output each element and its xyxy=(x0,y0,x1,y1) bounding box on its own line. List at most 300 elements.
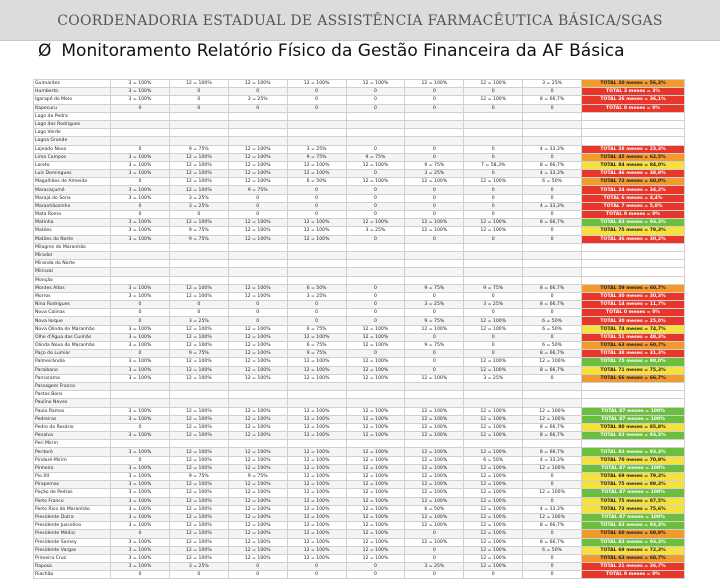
table-row xyxy=(34,227,685,235)
municipality-name: Paço do Lumiar xyxy=(34,350,111,358)
total-cell: TOTAL 87 meses = 100% xyxy=(582,513,685,521)
period-cell: 4 = 33,3% xyxy=(523,145,582,153)
period-cell xyxy=(405,112,464,120)
table-row xyxy=(34,432,685,440)
period-cell: 12 = 100% xyxy=(228,505,287,513)
period-cell: 12 = 100% xyxy=(228,284,287,292)
period-cell: 12 = 100% xyxy=(346,358,405,366)
period-cell: 3 = 100% xyxy=(111,505,170,513)
period-cell: 12 = 100% xyxy=(464,80,523,88)
table-row xyxy=(34,464,685,472)
period-cell xyxy=(346,440,405,448)
period-cell: 12 = 100% xyxy=(405,374,464,382)
total-cell: TOTAL 72 meses = 60,0% xyxy=(582,178,685,186)
period-cell: 12 = 100% xyxy=(346,530,405,538)
period-cell: 8 = 66,7% xyxy=(523,522,582,530)
table-row xyxy=(34,145,685,153)
total-cell: TOTAL 69 meses = 79,3% xyxy=(582,473,685,481)
period-cell: 12 = 100% xyxy=(464,423,523,431)
table-row xyxy=(34,333,685,341)
period-cell: 3 = 100% xyxy=(111,522,170,530)
period-cell: 12 = 100% xyxy=(228,161,287,169)
period-cell: 12 = 100% xyxy=(464,497,523,505)
period-cell xyxy=(287,382,346,390)
table-row xyxy=(34,505,685,513)
period-cell: 12 = 100% xyxy=(464,407,523,415)
period-cell: 12 = 100% xyxy=(287,489,346,497)
table-row xyxy=(34,350,685,358)
period-cell xyxy=(287,112,346,120)
period-cell: 12 = 100% xyxy=(464,513,523,521)
period-cell xyxy=(228,440,287,448)
period-cell xyxy=(405,137,464,145)
table-row xyxy=(34,202,685,210)
period-cell: 0 xyxy=(405,186,464,194)
period-cell: 3 = 100% xyxy=(111,292,170,300)
total-cell xyxy=(582,112,685,120)
period-cell: 3 = 25% xyxy=(287,292,346,300)
period-cell xyxy=(169,268,228,276)
period-cell xyxy=(346,399,405,407)
period-cell: 8 = 66,7% xyxy=(523,423,582,431)
table-row xyxy=(34,382,685,390)
period-cell: 12 = 100% xyxy=(405,489,464,497)
period-cell: 0 xyxy=(287,317,346,325)
period-cell xyxy=(464,440,523,448)
period-cell: 0 xyxy=(346,284,405,292)
period-cell: 12 = 100% xyxy=(228,432,287,440)
period-cell: 12 = 100% xyxy=(405,415,464,423)
municipality-name: Presidente Médici xyxy=(34,530,111,538)
period-cell xyxy=(111,440,170,448)
period-cell: 12 = 100% xyxy=(169,342,228,350)
period-cell: 0 xyxy=(464,292,523,300)
period-cell: 0 xyxy=(464,350,523,358)
municipality-name: Matinha xyxy=(34,219,111,227)
period-cell: 0 xyxy=(111,309,170,317)
municipality-name: Igarapé do Meio xyxy=(34,96,111,104)
table-row xyxy=(34,301,685,309)
period-cell: 3 = 25% xyxy=(169,317,228,325)
period-cell: 8 = 66,7% xyxy=(523,96,582,104)
period-cell: 12 = 100% xyxy=(405,325,464,333)
table-row xyxy=(34,391,685,399)
period-cell: 12 = 100% xyxy=(228,546,287,554)
period-cell: 3 = 25% xyxy=(405,563,464,571)
period-cell xyxy=(111,129,170,137)
header-bar xyxy=(0,0,720,41)
total-cell xyxy=(582,276,685,284)
period-cell: 0 xyxy=(111,178,170,186)
period-cell: 12 = 100% xyxy=(346,80,405,88)
municipality-name: Guimarães xyxy=(34,80,111,88)
period-cell: 3 = 25% xyxy=(346,227,405,235)
period-cell xyxy=(523,112,582,120)
total-cell: TOTAL 83 meses = 93,3% xyxy=(582,538,685,546)
municipality-name: Lago da Pedra xyxy=(34,112,111,120)
total-cell: TOTAL 6 meses = 4,4% xyxy=(582,194,685,202)
period-cell xyxy=(228,276,287,284)
period-cell xyxy=(228,382,287,390)
period-cell: 0 xyxy=(346,563,405,571)
total-cell: TOTAL 7 meses = 5,8% xyxy=(582,202,685,210)
municipality-name: Presidente Dutra xyxy=(34,513,111,521)
table-row xyxy=(34,112,685,120)
period-cell: 8 = 66,7% xyxy=(523,161,582,169)
period-cell: 3 = 100% xyxy=(111,481,170,489)
period-cell xyxy=(464,112,523,120)
period-cell xyxy=(405,382,464,390)
period-cell: 3 = 25% xyxy=(228,96,287,104)
table-row xyxy=(34,325,685,333)
municipality-name: Olinda Nova do Maranhão xyxy=(34,342,111,350)
period-cell xyxy=(405,268,464,276)
period-cell xyxy=(405,276,464,284)
table-row xyxy=(34,80,685,88)
period-cell: 6 = 50% xyxy=(287,178,346,186)
period-cell: 0 xyxy=(346,194,405,202)
period-cell: 0 xyxy=(111,145,170,153)
period-cell: 12 = 100% xyxy=(169,448,228,456)
period-cell: 12 = 100% xyxy=(346,513,405,521)
period-cell: 6 = 75% xyxy=(287,342,346,350)
period-cell: 12 = 100% xyxy=(346,407,405,415)
table-row xyxy=(34,571,685,579)
period-cell xyxy=(111,399,170,407)
period-cell: 0 xyxy=(405,96,464,104)
period-cell: 3 = 100% xyxy=(111,219,170,227)
total-cell: TOTAL 51 meses = 48,3% xyxy=(582,333,685,341)
period-cell xyxy=(111,391,170,399)
period-cell: 0 xyxy=(464,571,523,579)
period-cell xyxy=(287,268,346,276)
period-cell: 12 = 100% xyxy=(228,366,287,374)
period-cell: 12 = 100% xyxy=(228,219,287,227)
period-cell: 0 xyxy=(405,530,464,538)
period-cell: 3 = 100% xyxy=(111,448,170,456)
period-cell: 3 = 100% xyxy=(111,358,170,366)
period-cell: 12 = 100% xyxy=(464,178,523,186)
period-cell: 12 = 100% xyxy=(464,563,523,571)
period-cell: 12 = 100% xyxy=(464,432,523,440)
period-cell xyxy=(346,243,405,251)
period-cell: 0 xyxy=(405,309,464,317)
period-cell xyxy=(523,260,582,268)
slide-title-text: Monitoramento Relatório Físico da Gestão Financeira da AF Básica xyxy=(61,41,625,61)
period-cell: 0 xyxy=(169,96,228,104)
period-cell: 12 = 100% xyxy=(405,464,464,472)
period-cell: 3 = 100% xyxy=(111,96,170,104)
municipality-name: Luís Domingues xyxy=(34,170,111,178)
period-cell xyxy=(228,129,287,137)
total-cell: TOTAL 59 meses = 60,7% xyxy=(582,284,685,292)
municipality-name: Riachão xyxy=(34,571,111,579)
period-cell: 0 xyxy=(228,211,287,219)
period-cell xyxy=(228,260,287,268)
period-cell: 12 = 100% xyxy=(405,407,464,415)
period-cell xyxy=(169,129,228,137)
period-cell: 0 xyxy=(464,309,523,317)
period-cell xyxy=(111,251,170,259)
period-cell xyxy=(228,137,287,145)
period-cell: 12 = 100% xyxy=(169,456,228,464)
period-cell: 12 = 100% xyxy=(287,473,346,481)
period-cell: 0 xyxy=(464,153,523,161)
period-cell: 8 = 66,7% xyxy=(523,284,582,292)
period-cell: 8 = 66,7% xyxy=(523,432,582,440)
total-cell xyxy=(582,440,685,448)
period-cell: 0 xyxy=(287,309,346,317)
period-cell: 0 xyxy=(287,202,346,210)
period-cell: 0 xyxy=(111,456,170,464)
period-cell xyxy=(228,243,287,251)
period-cell: 9 = 75% xyxy=(169,473,228,481)
total-cell: TOTAL 63 meses = 68,7% xyxy=(582,554,685,562)
period-cell: 6 = 50% xyxy=(523,317,582,325)
period-cell: 0 xyxy=(228,202,287,210)
table-row xyxy=(34,219,685,227)
total-cell: TOTAL 0 meses = 0% xyxy=(582,211,685,219)
period-cell: 12 = 100% xyxy=(228,497,287,505)
table-row xyxy=(34,440,685,448)
period-cell: 12 = 100% xyxy=(169,292,228,300)
period-cell: 0 xyxy=(405,546,464,554)
period-cell: 8 = 66,7% xyxy=(523,448,582,456)
period-cell: 0 xyxy=(287,88,346,96)
period-cell: 0 xyxy=(405,104,464,112)
table-row xyxy=(34,284,685,292)
table-row xyxy=(34,88,685,96)
period-cell: 12 = 100% xyxy=(169,505,228,513)
municipality-name: Loreto xyxy=(34,161,111,169)
period-cell: 3 = 100% xyxy=(111,563,170,571)
period-cell: 12 = 100% xyxy=(169,415,228,423)
period-cell: 0 xyxy=(346,350,405,358)
period-cell xyxy=(228,251,287,259)
municipality-name: Magalhães de Almeida xyxy=(34,178,111,186)
total-cell xyxy=(582,251,685,259)
municipality-name: Pio XII xyxy=(34,473,111,481)
period-cell xyxy=(523,251,582,259)
period-cell: 12 = 100% xyxy=(346,473,405,481)
period-cell: 12 = 100% xyxy=(287,374,346,382)
period-cell: 12 = 100% xyxy=(464,522,523,530)
total-cell: TOTAL 14 meses = 11,7% xyxy=(582,301,685,309)
period-cell: 3 = 100% xyxy=(111,546,170,554)
period-cell: 0 xyxy=(169,88,228,96)
period-cell xyxy=(287,120,346,128)
municipality-name: Palmeirândia xyxy=(34,358,111,366)
period-cell: 6 = 50% xyxy=(287,284,346,292)
table-row xyxy=(34,522,685,530)
municipality-name: Pedreiras xyxy=(34,415,111,423)
municipality-name: Parnarama xyxy=(34,374,111,382)
period-cell: 6 = 50% xyxy=(464,456,523,464)
period-cell: 0 xyxy=(523,104,582,112)
period-cell: 12 = 100% xyxy=(228,423,287,431)
period-cell: 9 = 75% xyxy=(228,186,287,194)
period-cell: 0 xyxy=(464,202,523,210)
municipality-name: Morros xyxy=(34,292,111,300)
period-cell: 0 xyxy=(346,235,405,243)
table-row xyxy=(34,563,685,571)
period-cell: 0 xyxy=(523,153,582,161)
period-cell: 12 = 100% xyxy=(228,530,287,538)
period-cell xyxy=(346,268,405,276)
period-cell: 12 = 100% xyxy=(287,432,346,440)
municipality-name: Lima Campos xyxy=(34,153,111,161)
period-cell: 12 = 100% xyxy=(346,325,405,333)
municipality-name: Pedro do Rosário xyxy=(34,423,111,431)
period-cell xyxy=(464,276,523,284)
period-cell: 12 = 100% xyxy=(169,358,228,366)
total-cell: TOTAL 87 meses = 100% xyxy=(582,407,685,415)
period-cell: 9 = 75% xyxy=(405,342,464,350)
period-cell: 9 = 75% xyxy=(346,153,405,161)
table-row xyxy=(34,211,685,219)
period-cell: 0 xyxy=(111,202,170,210)
period-cell: 12 = 100% xyxy=(287,505,346,513)
period-cell: 0 xyxy=(169,104,228,112)
period-cell: 12 = 100% xyxy=(287,235,346,243)
period-cell xyxy=(228,391,287,399)
period-cell: 12 = 100% xyxy=(287,80,346,88)
period-cell: 0 xyxy=(523,292,582,300)
total-cell: TOTAL 87 meses = 100% xyxy=(582,415,685,423)
period-cell xyxy=(169,391,228,399)
period-cell: 0 xyxy=(228,194,287,202)
period-cell: 0 xyxy=(346,186,405,194)
period-cell: 6 = 50% xyxy=(523,325,582,333)
period-cell: 3 = 100% xyxy=(111,432,170,440)
period-cell: 12 = 100% xyxy=(169,153,228,161)
period-cell: 3 = 100% xyxy=(111,473,170,481)
municipality-name: Lago Verde xyxy=(34,129,111,137)
period-cell xyxy=(287,260,346,268)
period-cell: 0 xyxy=(287,186,346,194)
period-cell: 12 = 100% xyxy=(169,513,228,521)
period-cell: 9 = 75% xyxy=(405,161,464,169)
period-cell: 4 = 33,3% xyxy=(523,202,582,210)
total-cell xyxy=(582,268,685,276)
period-cell xyxy=(346,129,405,137)
period-cell: 0 xyxy=(523,571,582,579)
period-cell: 12 = 100% xyxy=(464,554,523,562)
period-cell: 6 = 50% xyxy=(523,546,582,554)
period-cell: 3 = 100% xyxy=(111,513,170,521)
period-cell: 12 = 100% xyxy=(464,464,523,472)
period-cell: 12 = 100% xyxy=(169,170,228,178)
period-cell: 0 xyxy=(228,563,287,571)
total-cell xyxy=(582,243,685,251)
period-cell: 12 = 100% xyxy=(464,358,523,366)
total-cell: TOTAL 30 meses = 25,0% xyxy=(582,317,685,325)
period-cell: 0 xyxy=(523,530,582,538)
period-cell: 12 = 100% xyxy=(169,464,228,472)
total-cell: TOTAL 38 meses = 31,3% xyxy=(582,350,685,358)
period-cell: 12 = 100% xyxy=(464,530,523,538)
org-title: COORDENADORIA ESTADUAL DE ASSISTÊNCIA FARMACÊUTICA BÁSICA/SGAS xyxy=(57,13,663,29)
total-cell: TOTAL 69 meses = 72,3% xyxy=(582,546,685,554)
period-cell: 0 xyxy=(523,309,582,317)
period-cell: 12 = 100% xyxy=(346,538,405,546)
municipality-name: Raposa xyxy=(34,563,111,571)
period-cell xyxy=(111,112,170,120)
period-cell: 0 xyxy=(464,194,523,202)
municipality-name: Passagem Franca xyxy=(34,382,111,390)
period-cell xyxy=(464,268,523,276)
municipality-name: Mata Roma xyxy=(34,211,111,219)
table-row xyxy=(34,342,685,350)
total-cell: TOTAL 60 meses = 69,9% xyxy=(582,530,685,538)
period-cell xyxy=(169,112,228,120)
period-cell: 12 = 100% xyxy=(169,284,228,292)
period-cell: 0 xyxy=(464,235,523,243)
period-cell xyxy=(346,137,405,145)
period-cell: 3 = 100% xyxy=(111,235,170,243)
period-cell: 0 xyxy=(405,235,464,243)
municipality-name: Montes Altos xyxy=(34,284,111,292)
period-cell: 8 = 66,7% xyxy=(523,301,582,309)
period-cell: 6 = 50% xyxy=(523,178,582,186)
total-cell: TOTAL 83 meses = 93,3% xyxy=(582,522,685,530)
period-cell: 12 = 100% xyxy=(169,546,228,554)
table-row xyxy=(34,415,685,423)
municipality-name: Lajeado Novo xyxy=(34,145,111,153)
period-cell: 3 = 100% xyxy=(111,366,170,374)
total-cell: TOTAL 24 meses = 34,2% xyxy=(582,186,685,194)
municipality-name: Presidente Sarney xyxy=(34,538,111,546)
table-row xyxy=(34,489,685,497)
period-cell: 12 = 100% xyxy=(464,538,523,546)
period-cell: 12 = 100% xyxy=(346,415,405,423)
period-cell: 12 = 100% xyxy=(346,464,405,472)
total-cell: TOTAL 73 meses = 75,6% xyxy=(582,505,685,513)
period-cell: 12 = 100% xyxy=(464,325,523,333)
period-cell: 3 = 100% xyxy=(111,194,170,202)
municipality-name: Nova Iorque xyxy=(34,317,111,325)
period-cell: 12 = 100% xyxy=(346,374,405,382)
municipality-name: Pirapemas xyxy=(34,481,111,489)
total-cell: TOTAL 20 meses = 56,3% xyxy=(582,80,685,88)
period-cell: 12 = 100% xyxy=(287,407,346,415)
period-cell: 0 xyxy=(111,530,170,538)
period-cell: 12 = 100% xyxy=(405,513,464,521)
municipality-name: Pinheiro xyxy=(34,464,111,472)
period-cell: 0 xyxy=(287,301,346,309)
period-cell: 12 = 100% xyxy=(169,554,228,562)
total-cell: TOTAL 75 meses = 87,5% xyxy=(582,497,685,505)
municipality-name: Nina Rodrigues xyxy=(34,301,111,309)
period-cell: 12 = 100% xyxy=(405,178,464,186)
period-cell: 12 = 100% xyxy=(287,161,346,169)
table-row xyxy=(34,481,685,489)
period-cell: 0 xyxy=(169,309,228,317)
period-cell: 3 = 100% xyxy=(111,497,170,505)
total-cell: TOTAL 70 meses = 70,9% xyxy=(582,456,685,464)
period-cell: 0 xyxy=(346,317,405,325)
period-cell: 12 = 100% xyxy=(405,538,464,546)
table-row xyxy=(34,513,685,521)
period-cell: 12 = 100% xyxy=(523,464,582,472)
period-cell: 0 xyxy=(346,301,405,309)
period-cell xyxy=(169,440,228,448)
period-cell: 12 = 100% xyxy=(169,186,228,194)
period-cell: 12 = 100% xyxy=(169,497,228,505)
period-cell xyxy=(346,391,405,399)
period-cell: 9 = 75% xyxy=(228,473,287,481)
period-cell: 12 = 100% xyxy=(228,178,287,186)
